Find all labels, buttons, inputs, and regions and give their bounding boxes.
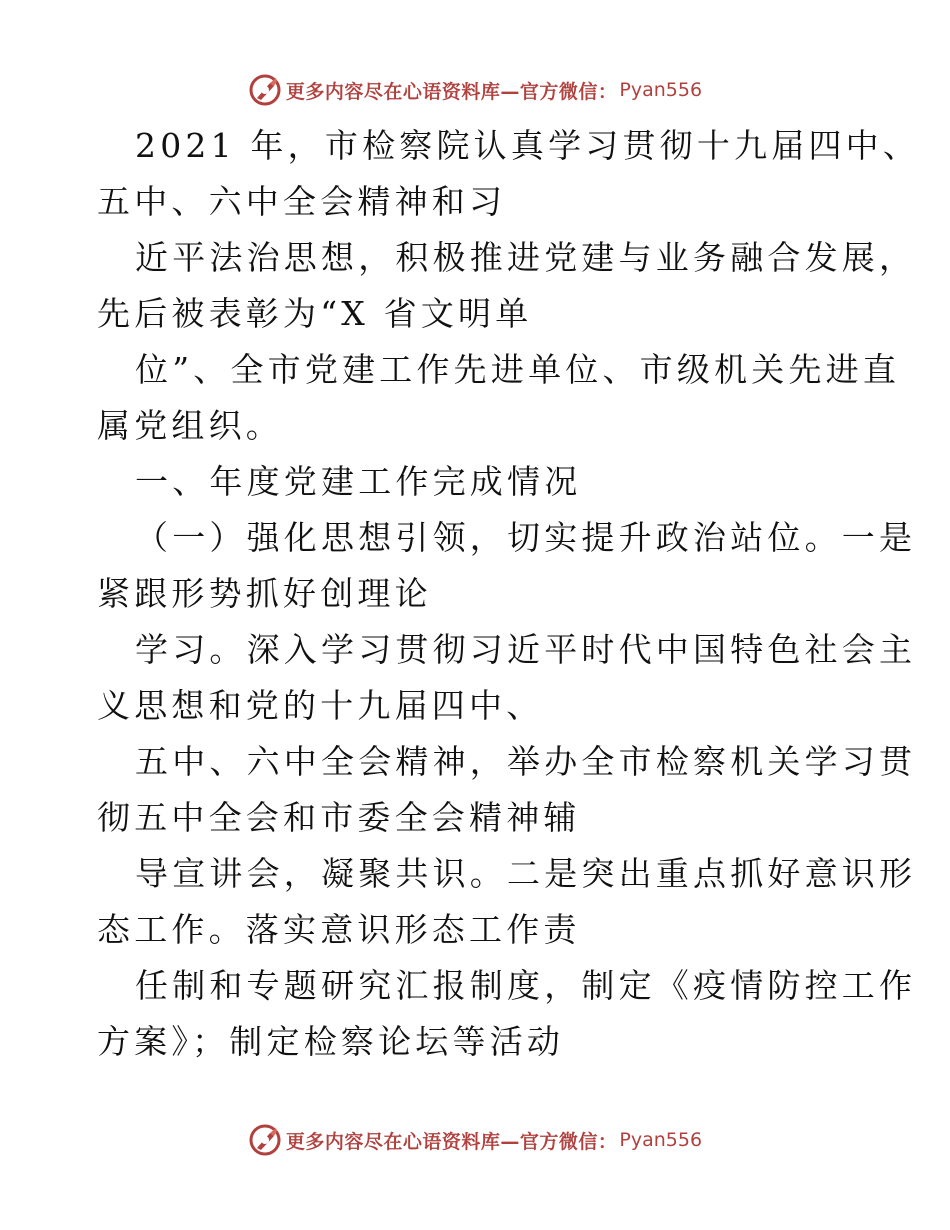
- banner-text: 更多内容尽在心语资料库—官方微信：: [285, 80, 618, 103]
- quill-logo-icon: [248, 73, 282, 107]
- paragraph-line: 五中、六中全会精神和习: [97, 182, 507, 221]
- paragraph-line: 先后被表彰为“X 省文明单: [97, 294, 533, 333]
- paragraph-6: [97, 622, 917, 734]
- paragraph-line: 一、年度党建工作完成情况: [135, 462, 582, 501]
- banner-wechat-id: Pyan556: [619, 1129, 703, 1151]
- header-watermark-banner: [0, 70, 950, 110]
- paragraph-line: 导宣讲会，凝聚共识。二是突出重点抓好意识形: [135, 854, 917, 893]
- paragraph-2: [97, 230, 917, 342]
- paragraph-line: 位”、全市党建工作先进单位、市级机关先进直: [135, 350, 901, 389]
- paragraph-line: 方案》；制定检察论坛等活动: [97, 1022, 565, 1061]
- footer-watermark-banner: [0, 1120, 950, 1160]
- paragraph-3: [97, 342, 901, 454]
- quill-logo-icon: [248, 1123, 282, 1157]
- banner-wechat-id: Pyan556: [619, 79, 703, 101]
- banner-text: 更多内容尽在心语资料库—官方微信：: [285, 1130, 618, 1153]
- paragraph-9: [97, 958, 917, 1070]
- paragraph-7: [97, 734, 917, 846]
- document-body: [97, 118, 921, 1070]
- paragraph-line: 态工作。落实意识形态工作责: [97, 910, 581, 949]
- paragraph-line: 任制和专题研究汇报制度，制定《疫情防控工作: [135, 966, 917, 1005]
- paragraph-line: 学习。深入学习贯彻习近平时代中国特色社会主: [135, 630, 917, 669]
- paragraph-line: 紧跟形势抓好创理论: [97, 574, 432, 613]
- paragraph-line: 彻五中全会和市委全会精神辅: [97, 798, 581, 837]
- paragraph-5: [97, 510, 917, 622]
- paragraph-1: [97, 118, 921, 230]
- section-heading: [97, 454, 857, 510]
- paragraph-8: [97, 846, 917, 958]
- paragraph-line: （一）强化思想引领，切实提升政治站位。一是: [135, 518, 917, 557]
- paragraph-line: 近平法治思想，积极推进党建与业务融合发展，: [135, 238, 917, 277]
- paragraph-line: 2021 年，市检察院认真学习贯彻十九届四中、: [135, 126, 921, 165]
- paragraph-line: 义思想和党的十九届四中、: [97, 686, 544, 725]
- paragraph-line: 属党组织。: [97, 406, 283, 445]
- paragraph-line: 五中、六中全会精神，举办全市检察机关学习贯: [135, 742, 917, 781]
